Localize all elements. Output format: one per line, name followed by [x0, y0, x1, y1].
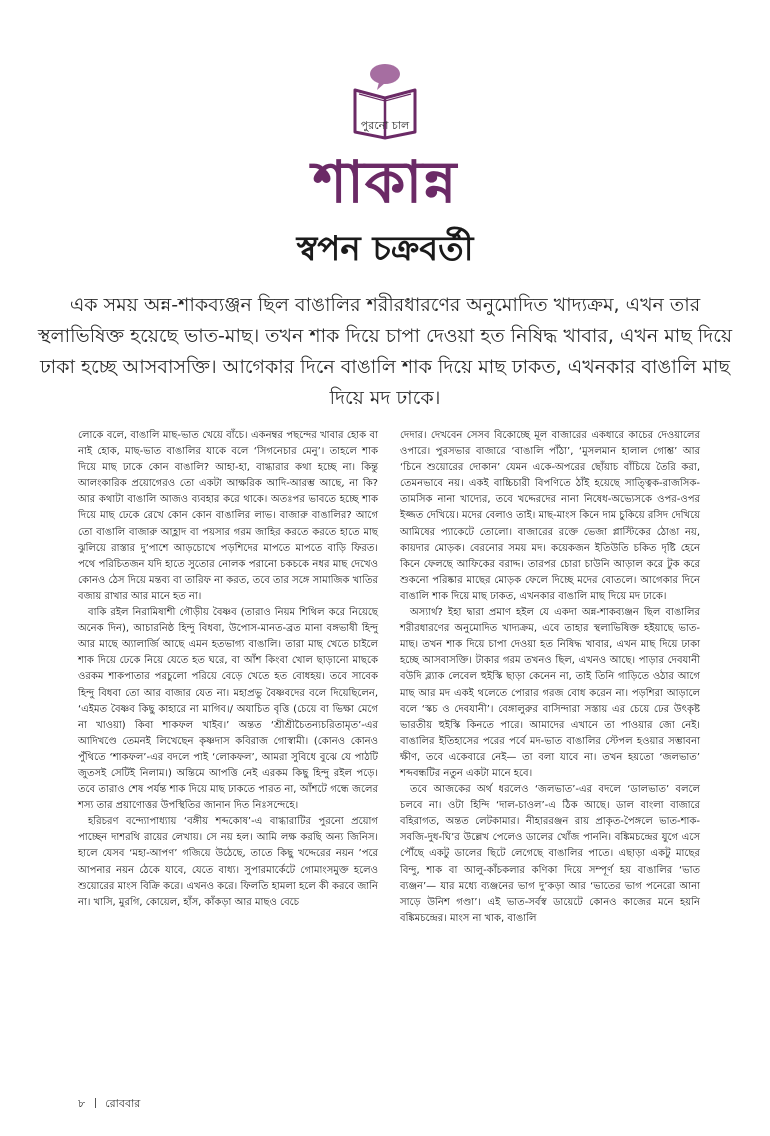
- section-badge: পুরনো চাল: [360, 119, 410, 132]
- page-folio: [78, 1095, 140, 1114]
- article-column-right: [400, 428, 700, 927]
- body-paragraph: অস্যার্থ? ইহা দ্বারা প্রমাণ হইল যে একদা অন্ন-শাকব্যঞ্জন ছিল বাঙালির শরীরধারণের অনুমোদিত খাদ্যক্রম, এবে তাহার স্থলাভিষিক্ত হইয়াছে ভাত-মাছ। তখন শাক দিয়ে চাপা দেওয়া হত নিষিদ্ধ খাবার, এখন মাছ দিয়ে ঢাকা হচ্ছে আসবাসক্তি। টাকার গরম তখনও ছিল, এখনও আছে। পাড়ার দেবযানী বউদি ব্ল্যাক লেবেল হুইস্কি ছাড়া কেনেন না, তাই তিনি গাড়িতে ওঠার আগে মাছ আর মদ একই থলেতে পোরার গরজ বোধ করেন না। পড়শিরা আড়ালে বলে ‘স্কচ ও দেবযানী’। বেঙ্গালুরুর বাসিন্দারা সস্তায় এর চেয়ে ঢের উৎকৃষ্ট ভারতীয় হুইস্কি কিনতে পারে। আমাদের এখানে তা পাওয়ার জো নেই। বাঙালির ইতিহাসের পরের পর্বে মদ-ভাত বাঙালির স্টেপল হওয়ার সম্ভাবনা ক্ষীণ, তবে একেবারে নেই— তা বলা যাবে না। তখন হয়তো ‘জলভাত’ শব্দবন্ধটির নতুন একটা মানে হবে।: [400, 607, 700, 779]
- lead-paragraph: এক সময় অন্ন-শাকব্যঞ্জন ছিল বাঙালির শরীরধারণের অনুমোদিত খাদ্যক্রম, এখন তার স্থলাভিষিক্ত হয়েছে ভাত-মাছ। তখন শাক দিয়ে চাপা দেওয়া হত নিষিদ্ধ খাবার, এখন মাছ দিয়ে ঢাকা হচ্ছে আসবাসক্তি। আগেকার দিনে বাঙালি শাক দিয়ে মাছ ঢাকত, এখনকার বাঙালি মাছ দিয়ে মদ ঢাকে।: [37, 294, 733, 409]
- magazine-name: রোববার: [105, 1097, 141, 1110]
- body-paragraph: তবে আজকের অর্থ ধরলেও ‘জলভাত’-এর বদলে ‘ডালভাত’ বললে চলবে না। ওটা হিন্দি ‘দাল-চাওল’-এ ঠিক আছে। ডাল বাংলা বাজারে বহিরাগত, অন্তত লেটকামার। নীহাররঞ্জন রায় প্রাকৃত-পৈঙ্গলে ভাত-শাক-সবজি-দুধ-ঘি’র উল্লেখ পেলেও ডালের খোঁজ পাননি। বঙ্কিমচন্দ্রের যুগে এসে পৌঁছে একটু ডালের ছিটে লেগেছে বাঙালির পাতে। এছাড়া একটু মাছের বিন্দু, শাক বা আলু-কাঁচকলার কণিকা দিয়ে সম্পূর্ণ হয় বাঙালির ‘ভাত ব্যঞ্জন’— যার মধ্যে ব্যঞ্জনের ভাগ দু’কড়া আর ‘ভাতের ভাগ পনেরো আনা সাড়ে উনিশ গণ্ডা’। এই ভাত-সর্বস্ব ডায়েটে কোনও কাজের মনে হয়নি বঙ্কিমচন্দ্রের। মাংস না খাক, বাঙালি: [400, 784, 700, 924]
- page-number: ৮: [78, 1097, 86, 1110]
- body-paragraph: দেদার। দেখবেন সেসব বিকোচ্ছে মূল বাজারের একধারে কাচের দেওয়ালের ওপারে। পুরসভার বাজারে ‘বাঙালি পাঁঠা’, ‘মুসলমান হালাল গোশ্ত’ আর ‘চিনে শুয়োরের দোকান’ যেমন একে-অপরের ছোঁয়াচ বাঁচিয়ে তৈরি করা, তেমনভাবে নয়। একই বাচ্চিচারী বিপণিতে ঠাঁই হয়েছে সাত্ত্বিক-রাজসিক-তামসিক নানা খাদ্যের, তবে খদ্দেরদের নানা নিষেধ-অভ্যেসকে ওপর-ওপর ইজ্জত দেখিয়ে। মদের বেলাও তাই। মাছ-মাংস কিনে দাম চুকিয়ে রসিদ দেখিয়ে আমিষের প্যাকেটে তোলো। বাজারের রক্তে ভেজা প্লাস্টিকের ঠোঙা নয়, কায়দার মোড়ক। বেরনোর সময় মদ। কয়েকজন ইতিউতি চকিত দৃষ্টি হেনে কিনে ফেলছে আফিকের বরাদ্দ। তারপর চোরা চাউনি আড়াল করে টুক করে শুকনো পরিষ্কার মাছের মোড়ক ফেলে দিচ্ছে মদের বোতলে। আগেকার দিনে বাঙালি শাক দিয়ে মাছ ঢাকত, এখনকার বাঙালি মাছ দিয়ে মদ ঢাকে।: [400, 430, 700, 602]
- article-column-left: [78, 428, 378, 911]
- author-byline: স্বপন চক্রবর্তী: [296, 229, 474, 269]
- body-paragraph: হরিচরণ বন্দ্যোপাধ্যায় ‘বঙ্গীয় শব্দকোষ’-এ বাগ্ধারাটির পুরনো প্রয়োগ পাচ্ছেন দাশরথি রায়ের লেখায়। সে নয় হল। আমি লক্ষ করছি অন্য জিনিস। হালে যেসব ‘মহা-আপণ’ গজিয়ে উঠেছে, তাতে কিছু খদ্দেরের নয়ন ’পরে আপনার নয়ন ঠেকে যাবে, যেতে বাধ্য। সুপারমার্কেটে গোমাংসমুক্ত হলেও শুয়োরের মাংস বিক্রি করে। এখনও করে। ফিলতি হামলা হলে কী করবে জানি না। খাসি, মুরগি, কোয়েল, হাঁস, কাঁকড়া আর মাছও বেচে: [78, 816, 378, 908]
- body-paragraph: বাকি রইল নিরামিষাশী গৌড়ীয় বৈষ্ণব (তারাও নিয়ম শিথিল করে নিয়েছে অনেক দিন), আচারনিষ্ঠ হিন্দু বিধবা, উপোস-মানত-ব্রত মানা বঙ্গভাষী হিন্দু আর মাছে অ্যালার্জি আছে এমন হতভাগ্য বাঙালি। তারা মাছ খেতে চাইলে শাক দিয়ে ঢেকে নিয়ে যেতে হত ঘরে, বা আঁশ কিংবা খোল ছাড়ানো মাছকে ওরকম শাকপাতার পরচুলো পরিয়ে বেড়ে খেতে হত বোধহয়। তবে সাবেক হিন্দু বিধবা তো আর বাজার যেত না। মহাপ্রভু বৈষ্ণবদের বলে দিয়েছিলেন, ‘এইমত বৈষ্ণব কিছু কাহারে না মাগিব।/ অযাচিত বৃত্তি (চেয়ে বা ভিক্ষা মেগে না খাওয়া) কিবা শাকফল খাইব।’ অন্তত ‘শ্রীশ্রীচৈতন্যচরিতামৃত’-এর আদিখণ্ডে তেমনই লিখেছেন কৃষ্ণদাস কবিরাজ গোস্বামী। (কোনও কোনও পুঁথিতে ‘শাকফল’-এর বদলে পাই ‘লোকফল’, আমরা সুবিধে বুঝে যে পাঠটি জুতসই সেটিই নিলাম।) অন্তিমে আপত্তি নেই এরকম কিছু হিন্দু রইল পড়ে। তবে তারাও শেষ পর্যন্ত শাক দিয়ে মাছ ঢাকতে পারত না, আঁশটে গন্ধে জলের শস্য তার প্রয়াণোত্তর উপস্থিতির জানান দিত নিঃসন্দেহে।: [78, 607, 378, 812]
- body-paragraph: লোকে বলে, বাঙালি মাছ-ভাত খেয়ে বাঁচে। একনম্বর পছন্দের খাবার হোক বা নাই হোক, মাছ-ভাত বাঙালির যাকে বলে ‘সিগনেচার মেনু’। তাহলে শাক দিয়ে মাছ ঢাকে কোন বাঙালি? আহা-হা, বাগ্ধারার কথা হচ্ছে না। কিন্তু আলংকারিক প্রয়োগেরও তো একটা আক্ষরিক আদি-আরম্ভ আছে, না কি? আর কথাটা বাঙালি আজও ব্যবহার করে থাকে। অতঃপর ভাবতে হচ্ছে শাক দিয়ে মাছ ঢেকে রেখে কোন কোন বাঙালির লাভ। বাজারু বাঙালির? আগে তো বাঙালি বাজারু আহ্লাদ বা পয়সার গরম জাহির করতে করতে হাতে মাছ ঝুলিয়ে রাস্তার দু’পাশে আড়চোখে পড়শিদের মাপতে মাপতে বাড়ি ফিরত। পথে পরিচিতজন যদি হাতে সুতোর নোলক পরানো চকচকে নধর মাছ দেখেও কোনও ঠেস দিয়ে মন্তব্য বা তারিফ না করত, তবে তার সঙ্গে সামাজিক খাতির বজায় রাখার আর মানে হত না।: [78, 430, 378, 602]
- page-title: শাকান্ন: [312, 148, 458, 216]
